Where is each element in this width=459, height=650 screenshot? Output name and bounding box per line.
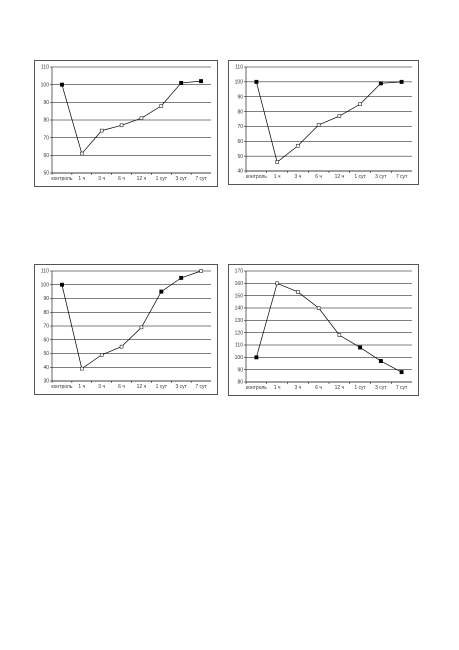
x-tick-label: 3 сут (175, 176, 187, 182)
x-tick-label: 7 сут (395, 174, 408, 180)
chart-svg (35, 265, 217, 394)
x-tick-label: 12 ч (136, 176, 147, 182)
x-tick-label: 6 ч (315, 385, 323, 391)
y-tick-label: 90 (237, 367, 243, 374)
data-point-filled (199, 79, 202, 82)
y-tick-label: 70 (43, 323, 49, 330)
data-point-open (100, 353, 103, 356)
x-tick-label: контроль (245, 174, 267, 180)
y-tick-label: 110 (41, 268, 49, 275)
data-point-open (120, 345, 123, 348)
data-point-open (276, 282, 279, 285)
y-tick-label: 40 (237, 168, 243, 175)
data-point-open (120, 124, 123, 127)
y-tick-label: 50 (237, 153, 243, 160)
y-tick-label: 60 (43, 153, 49, 160)
y-tick-label: 70 (43, 135, 49, 142)
x-tick-label: 1 ч (273, 385, 281, 391)
series-line (256, 82, 401, 162)
y-tick-label: 80 (43, 309, 49, 316)
data-point-filled (60, 283, 63, 286)
data-point-filled (358, 346, 361, 349)
data-point-open (317, 307, 320, 310)
x-tick-label: 6 ч (315, 174, 323, 180)
data-point-open (359, 103, 362, 106)
line-chart-1 (34, 60, 218, 187)
y-tick-label: 110 (41, 64, 49, 71)
y-tick-label: 130 (234, 318, 243, 325)
line-chart-4 (228, 264, 419, 396)
y-tick-label: 80 (237, 109, 243, 116)
x-tick-label: 1 ч (273, 174, 281, 180)
data-point-filled (179, 276, 182, 279)
y-tick-label: 100 (234, 79, 243, 86)
y-tick-label: 110 (235, 342, 243, 349)
x-tick-label: 3 ч (98, 384, 106, 390)
x-tick-label: 3 ч (294, 385, 302, 391)
x-tick-label: 1 сут (155, 384, 168, 390)
x-tick-label: 3 ч (98, 176, 106, 182)
y-tick-label: 90 (43, 100, 49, 107)
x-tick-label: 1 сут (354, 174, 366, 180)
x-tick-label: 3 ч (294, 174, 302, 180)
data-point-filled (179, 81, 182, 84)
data-point-open (80, 367, 83, 370)
y-tick-label: 70 (237, 124, 243, 131)
x-tick-label: 12 ч (334, 174, 345, 180)
line-chart-2 (228, 60, 419, 185)
y-tick-label: 100 (234, 355, 243, 362)
data-point-open (140, 117, 143, 120)
x-tick-label: 3 сут (175, 384, 187, 390)
y-tick-label: 60 (43, 337, 49, 344)
data-point-filled (379, 82, 382, 85)
data-point-filled (379, 359, 382, 362)
y-tick-label: 160 (234, 281, 243, 288)
x-tick-label: 12 ч (136, 384, 147, 390)
x-tick-label: 7 сут (195, 176, 207, 182)
data-point-open (140, 326, 143, 329)
y-tick-label: 80 (43, 117, 49, 124)
y-tick-label: 30 (43, 378, 49, 385)
data-point-open (296, 290, 299, 293)
y-tick-label: 120 (234, 330, 243, 337)
chart-svg (35, 61, 217, 186)
y-tick-label: 170 (234, 268, 243, 275)
data-point-filled (60, 83, 63, 86)
y-tick-label: 150 (234, 293, 243, 300)
x-tick-label: 7 сут (195, 384, 207, 390)
y-tick-label: 40 (43, 364, 49, 371)
x-tick-label: 1 ч (78, 384, 86, 390)
x-tick-label: 1 сут (155, 176, 168, 182)
data-point-open (160, 104, 163, 107)
data-point-filled (160, 290, 163, 293)
y-tick-label: 100 (40, 82, 49, 89)
y-tick-label: 110 (235, 64, 243, 71)
data-point-open (276, 161, 279, 164)
y-tick-label: 50 (43, 170, 49, 177)
series-line (256, 283, 401, 372)
series-line (62, 81, 201, 153)
y-tick-label: 90 (237, 94, 243, 101)
series-line (62, 271, 201, 369)
x-tick-label: 6 ч (118, 384, 125, 390)
x-tick-label: 1 ч (78, 176, 86, 182)
data-point-open (296, 144, 299, 147)
data-point-filled (400, 80, 403, 83)
y-tick-label: 50 (43, 351, 49, 358)
data-point-filled (255, 356, 258, 359)
x-tick-label: 12 ч (334, 385, 345, 391)
data-point-open (338, 115, 341, 118)
data-point-open (80, 152, 83, 155)
x-tick-label: 6 ч (118, 176, 125, 182)
x-tick-label: 7 сут (395, 385, 408, 391)
data-point-open (338, 334, 341, 337)
x-tick-label: контроль (51, 384, 73, 390)
y-tick-label: 100 (40, 282, 49, 289)
y-tick-label: 90 (43, 296, 49, 303)
x-tick-label: 3 сут (375, 385, 387, 391)
y-tick-label: 60 (237, 138, 243, 145)
data-point-filled (255, 80, 258, 83)
y-tick-label: 140 (234, 305, 243, 312)
data-point-filled (400, 370, 403, 373)
x-tick-label: контроль (245, 385, 267, 391)
data-point-open (100, 129, 103, 132)
chart-svg (229, 61, 418, 184)
x-tick-label: 3 сут (375, 174, 387, 180)
x-tick-label: контроль (51, 176, 73, 182)
y-tick-label: 80 (237, 379, 243, 386)
chart-svg (229, 265, 418, 395)
line-chart-3 (34, 264, 218, 395)
data-point-open (200, 270, 203, 273)
data-point-open (317, 123, 320, 126)
x-tick-label: 1 сут (354, 385, 366, 391)
